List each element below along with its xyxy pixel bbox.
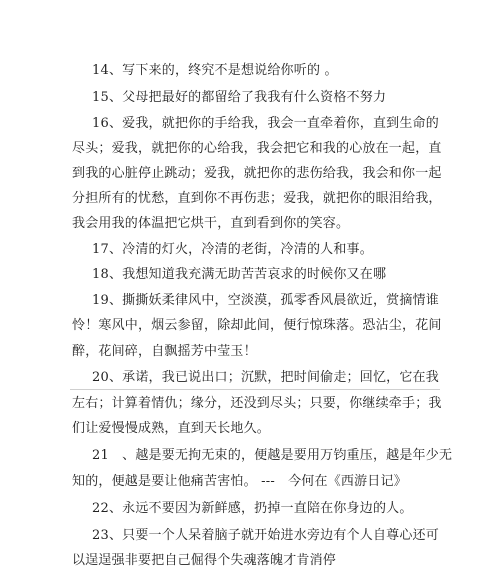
text-line-3: 16、爱我，就把你的手给我，我会一直牵着你，直到生命的 — [92, 116, 439, 131]
text-line-13: 20、承诺，我已说出口；沉默，把时间偷走；回忆，它在我 — [92, 370, 439, 385]
text-line-5: 到我的心脏停止跳动；爱我，就把你的悲伤给我，我会和你一起 — [72, 166, 442, 181]
text-line-4: 尽头；爱我，就把你的心给我，我会把它和我的心放在一起，直 — [72, 141, 442, 156]
text-line-20: 以逞逞强非要把自己倔得个失魂落魄才肯消停 — [72, 553, 337, 568]
text-line-11: 怜！寒风中，烟云参留，除却此间，便行惊珠落。恐沾尘，花间 — [72, 318, 442, 333]
text-line-12: 醉，花间碎，自飘摇芳中莹玉！ — [72, 344, 257, 359]
text-line-15: 们让爱慢慢成熟，直到天长地久。 — [72, 421, 271, 436]
divider-line — [70, 389, 440, 390]
text-line-7: 我会用我的体温把它烘干，直到看到你的笑容。 — [72, 216, 350, 231]
text-line-18: 22、永远不要因为新鲜感，扔掉一直陪在你身边的人。 — [92, 501, 413, 516]
text-line-8: 17、冷清的灯火，冷清的老街，冷清的人和事。 — [92, 242, 373, 257]
text-line-17: 知的，便越是要让他痛苦害怕。 --- 今何在《西游日记》 — [72, 474, 407, 489]
text-line-14: 左右；计算着情仇；缘分，还没到尽头；只要，你继续牵手；我 — [72, 396, 442, 411]
text-line-1: 14、写下来的，终究不是想说给你听的 。 — [92, 63, 338, 78]
text-line-10: 19、撕撕妖柔律风中，空淡漠，孤零香风晨欲近，赏摘情谁 — [92, 293, 439, 308]
text-line-16: 21 、越是要无拘无束的，便越是要用万钧重压，越是年少无 — [92, 448, 453, 463]
text-line-2: 15、父母把最好的都留给了我我有什么资格不努力 — [92, 90, 387, 105]
text-line-19: 23、只要一个人呆着脑子就开始进水旁边有个人自尊心还可 — [92, 528, 439, 543]
text-line-9: 18、我想知道我充满无助苦苦哀求的时候你又在哪 — [92, 267, 387, 282]
text-line-6: 分担所有的忧愁，直到你不再伤悲；爱我，就把你的眼泪给我， — [72, 191, 442, 206]
